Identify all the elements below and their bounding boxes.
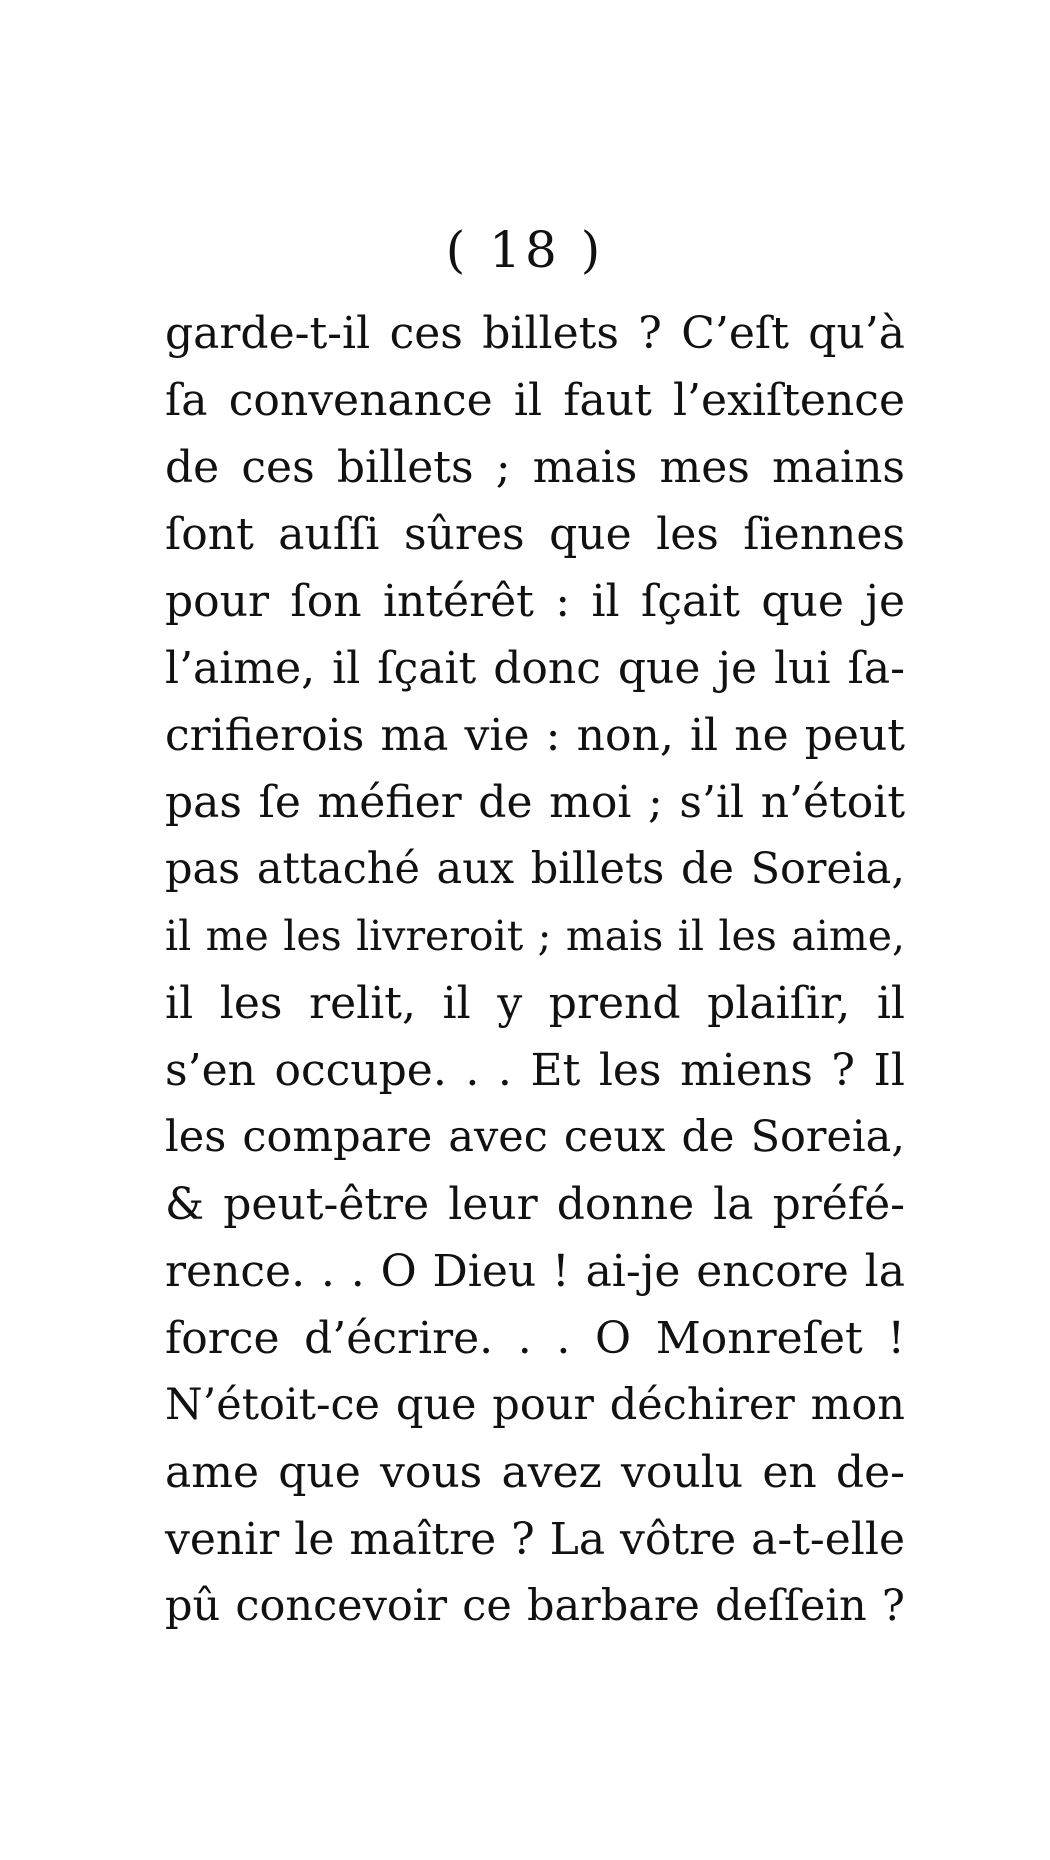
text-line: pû concevoir ce barbare deſſein ? [165, 1581, 905, 1631]
text-line: pas attaché aux billets de Soreia, [165, 844, 905, 894]
page-number: ( 18 ) [445, 221, 605, 279]
text-line: les compare avec ceux de Soreia, [165, 1112, 905, 1162]
text-line: ame que vous avez voulu en de- [165, 1447, 905, 1498]
text-line: s’en occupe. . . Et les miens ? Il [165, 1045, 905, 1096]
body-text [165, 300, 905, 1640]
text-line: l’aime, il ſçait donc que je lui ſa- [165, 643, 905, 694]
text-line: force d’écrire. . . O Monreſet ! [165, 1313, 905, 1364]
text-line: pour ſon intérêt : il ſçait que je [165, 576, 905, 627]
text-line: crifierois ma vie : non, il ne peut [165, 710, 905, 761]
text-line: il me les livreroit ; mais il les aime, [165, 912, 905, 960]
text-line: garde-t-il ces billets ? C’eſt qu’à [165, 308, 905, 359]
text-line: il les relit, il y prend plaiſir, il [165, 978, 905, 1029]
text-line: & peut-être leur donne la préfé- [165, 1179, 905, 1230]
text-line: de ces billets ; mais mes mains [165, 442, 905, 493]
text-line: rence. . . O Dieu ! ai-je encore la [165, 1246, 905, 1297]
text-line: N’étoit-ce que pour déchirer mon [165, 1380, 905, 1430]
text-line: pas ſe méfier de moi ; s’il n’étoit [165, 777, 905, 828]
text-line: ſa convenance il faut l’exiſtence [165, 375, 905, 426]
text-line: ſont auſſi sûres que les ſiennes [165, 509, 905, 560]
text-line: venir le maître ? La vôtre a-t-elle [165, 1514, 905, 1565]
